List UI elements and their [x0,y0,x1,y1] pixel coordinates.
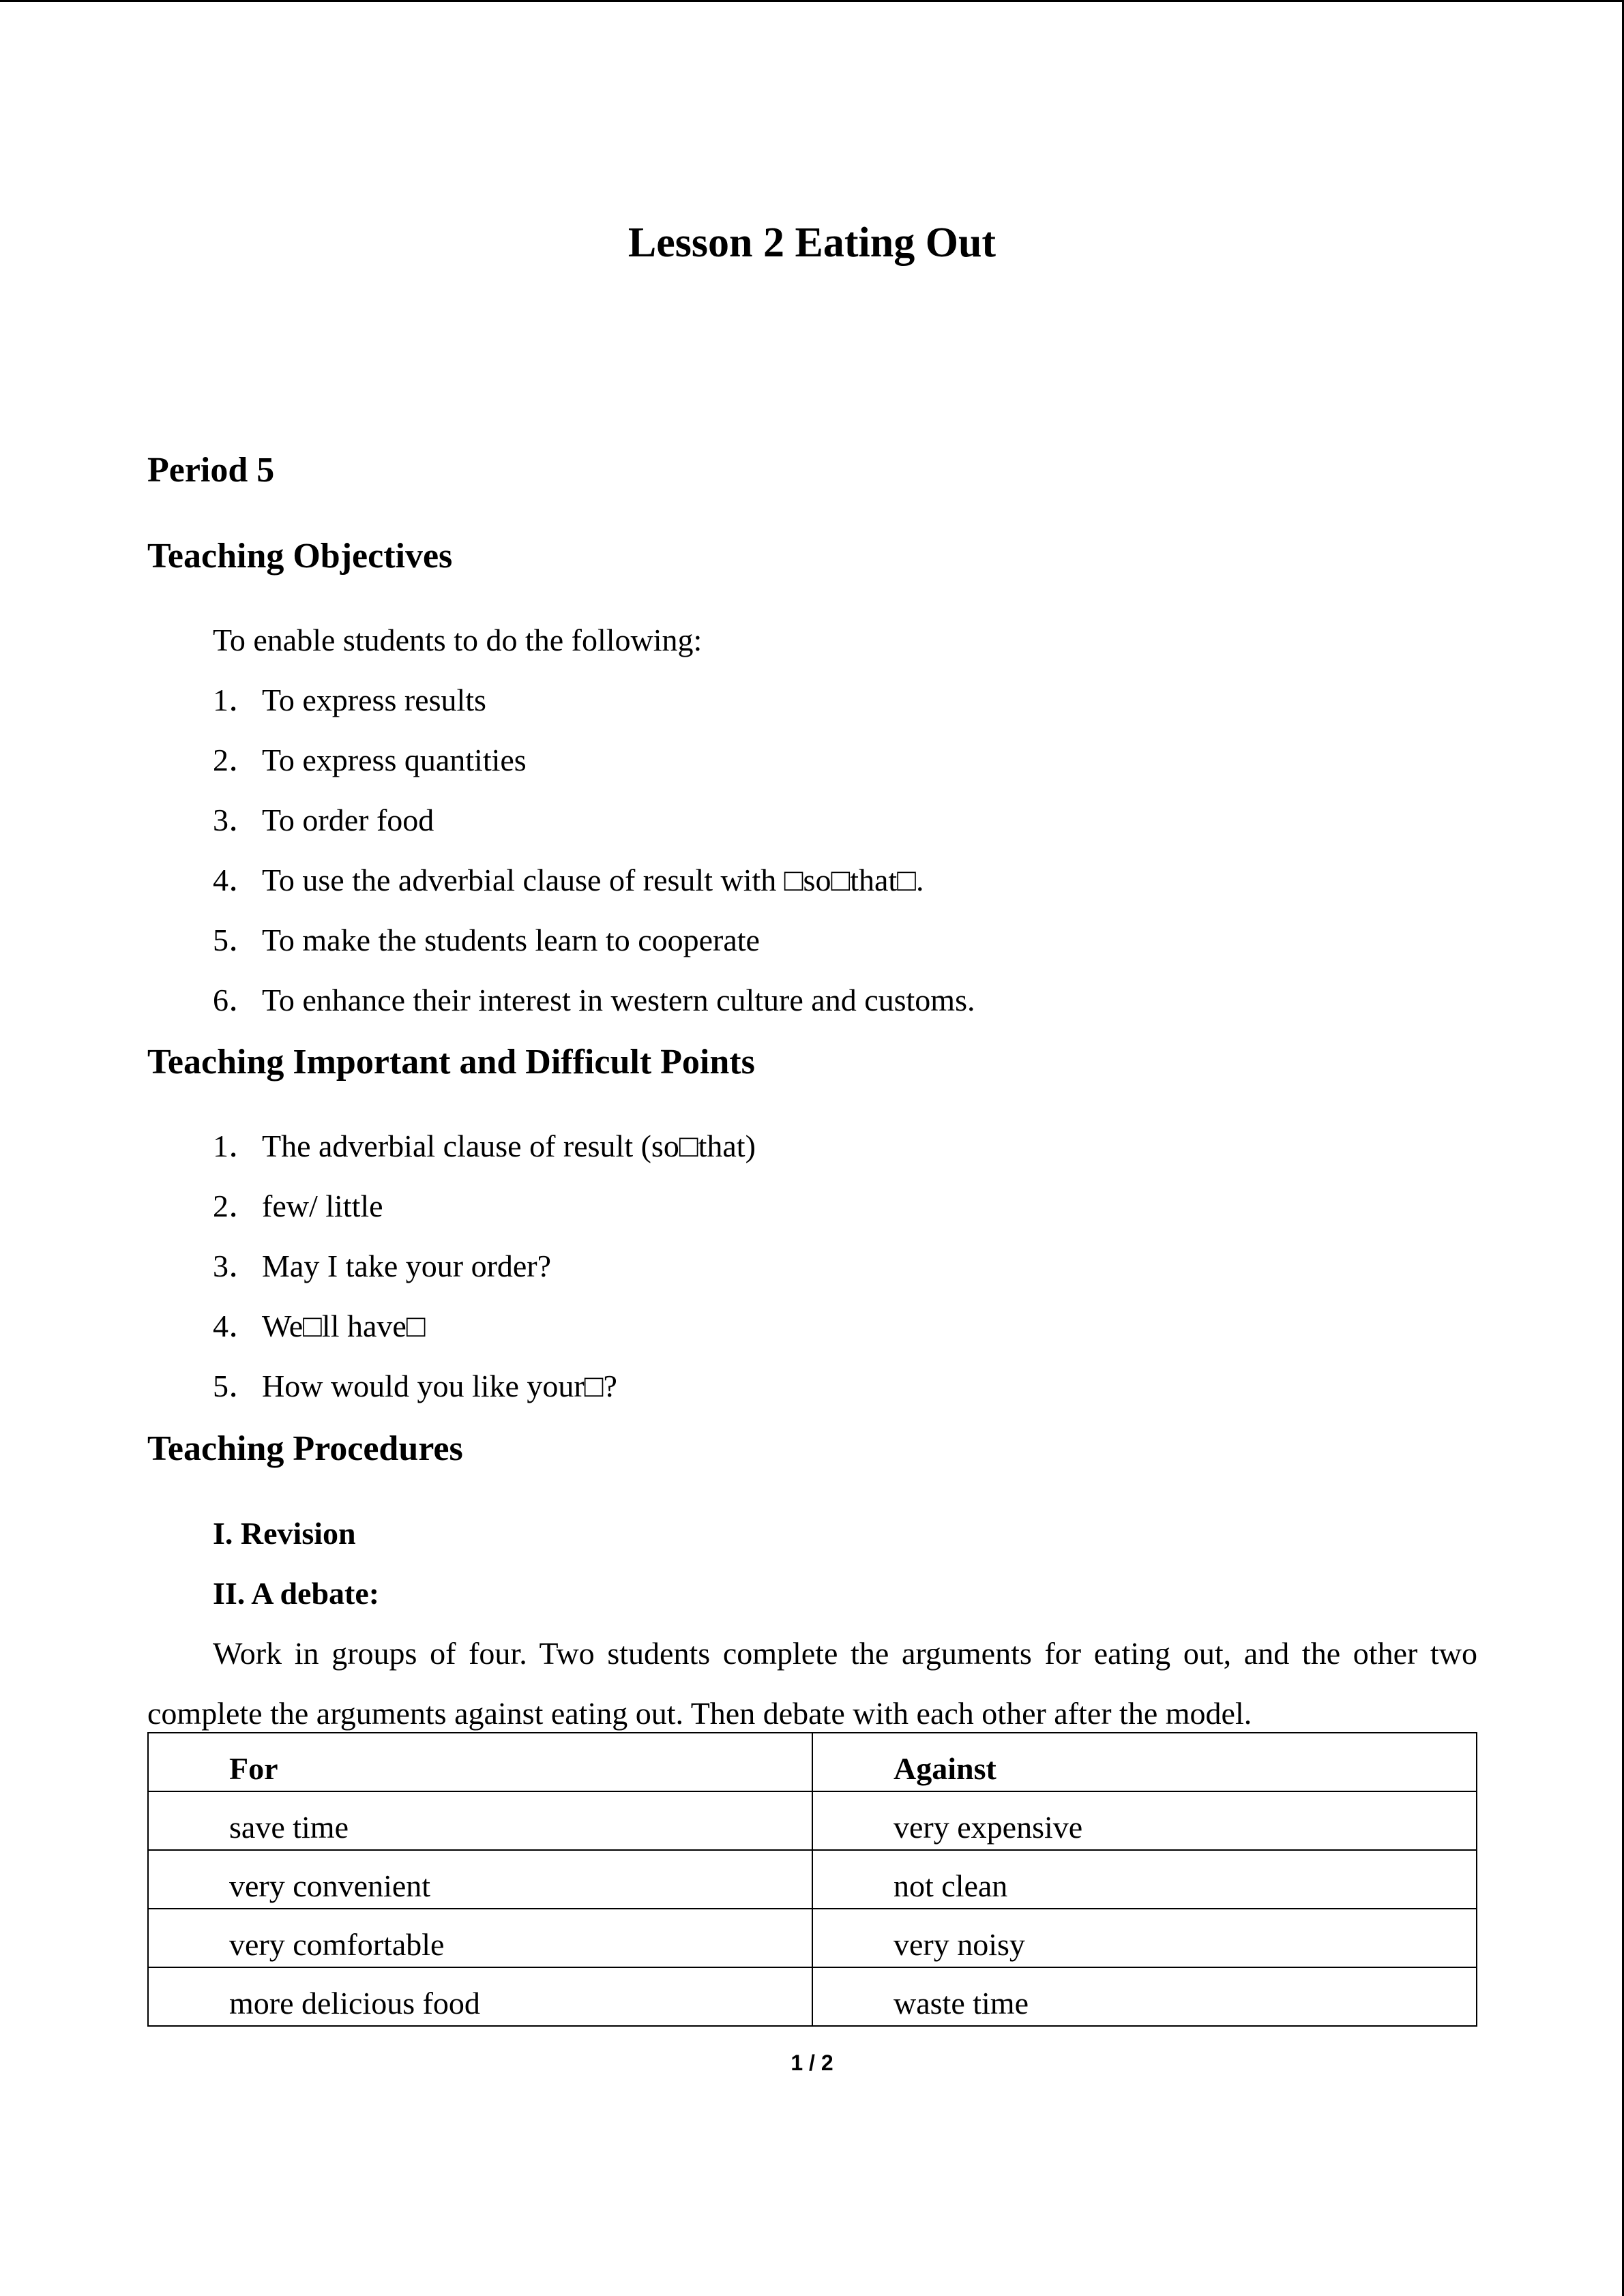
page-number: 1 / 2 [791,2051,833,2075]
list-text: May I take your order? [262,1249,552,1283]
list-number: 1． [213,1129,260,1163]
objective-item [213,800,434,841]
list-number: 4． [213,863,260,897]
list-text: The adverbial clause of result (so□that) [262,1129,756,1163]
list-number: 5． [213,923,260,957]
list-text: To enhance their interest in western culture and customs. [262,983,975,1017]
list-text: few/ little [262,1189,383,1223]
list-number: 6． [213,983,260,1017]
list-text: To order food [262,803,434,837]
period-heading: Period 5 [147,451,275,490]
table-row [148,1850,1477,1909]
point-item [213,1306,426,1347]
objectives-heading: Teaching Objectives [147,537,453,576]
table-header-row [148,1733,1477,1791]
list-number: 5． [213,1369,260,1403]
document-title: Lesson 2 Eating Out [628,220,996,266]
points-heading: Teaching Important and Difficult Points [147,1043,755,1082]
point-item [213,1186,383,1227]
objective-item [213,860,924,901]
list-text: How would you like your□? [262,1369,617,1403]
objective-item [213,920,760,961]
table-cell: very noisy [812,1909,1477,1967]
objective-item [213,740,527,781]
table-cell: very expensive [812,1791,1477,1850]
list-text: To express quantities [262,743,527,777]
table-cell: save time [148,1791,812,1850]
debate-instructions: Work in groups of four. Two students complete the arguments for eating out, and the other two complete the arguments against eating out. Then debate with each other after the model. [147,1636,1477,1731]
list-text: To make the students learn to cooperate [262,923,760,957]
procedures-heading: Teaching Procedures [147,1429,463,1468]
revision-subheading: I. Revision [213,1516,356,1551]
list-number: 3． [213,803,260,837]
list-text: We□ll have□ [262,1309,426,1343]
objective-item [213,680,486,721]
table-cell: very convenient [148,1850,812,1909]
table-row [148,1909,1477,1967]
objective-item [213,980,975,1021]
objectives-intro: To enable students to do the following: [213,623,703,657]
list-number: 2． [213,743,260,777]
point-item [213,1246,551,1287]
list-text: To use the adverbial clause of result with □so□that□. [262,863,924,897]
point-item [213,1366,617,1407]
list-text: To express results [262,683,486,717]
table-cell: not clean [812,1850,1477,1909]
table-header-cell: Against [812,1733,1477,1791]
table-row [148,1967,1477,2026]
table-cell: very comfortable [148,1909,812,1967]
table-cell: more delicious food [148,1967,812,2026]
list-number: 1． [213,683,260,717]
debate-subheading: II. A debate: [213,1576,380,1611]
list-number: 3． [213,1249,260,1283]
list-number: 4． [213,1309,260,1343]
debate-table [147,1732,1477,2027]
table-cell: waste time [812,1967,1477,2026]
table-row [148,1791,1477,1850]
table-header-cell: For [148,1733,812,1791]
list-number: 2． [213,1189,260,1223]
point-item [213,1126,756,1167]
